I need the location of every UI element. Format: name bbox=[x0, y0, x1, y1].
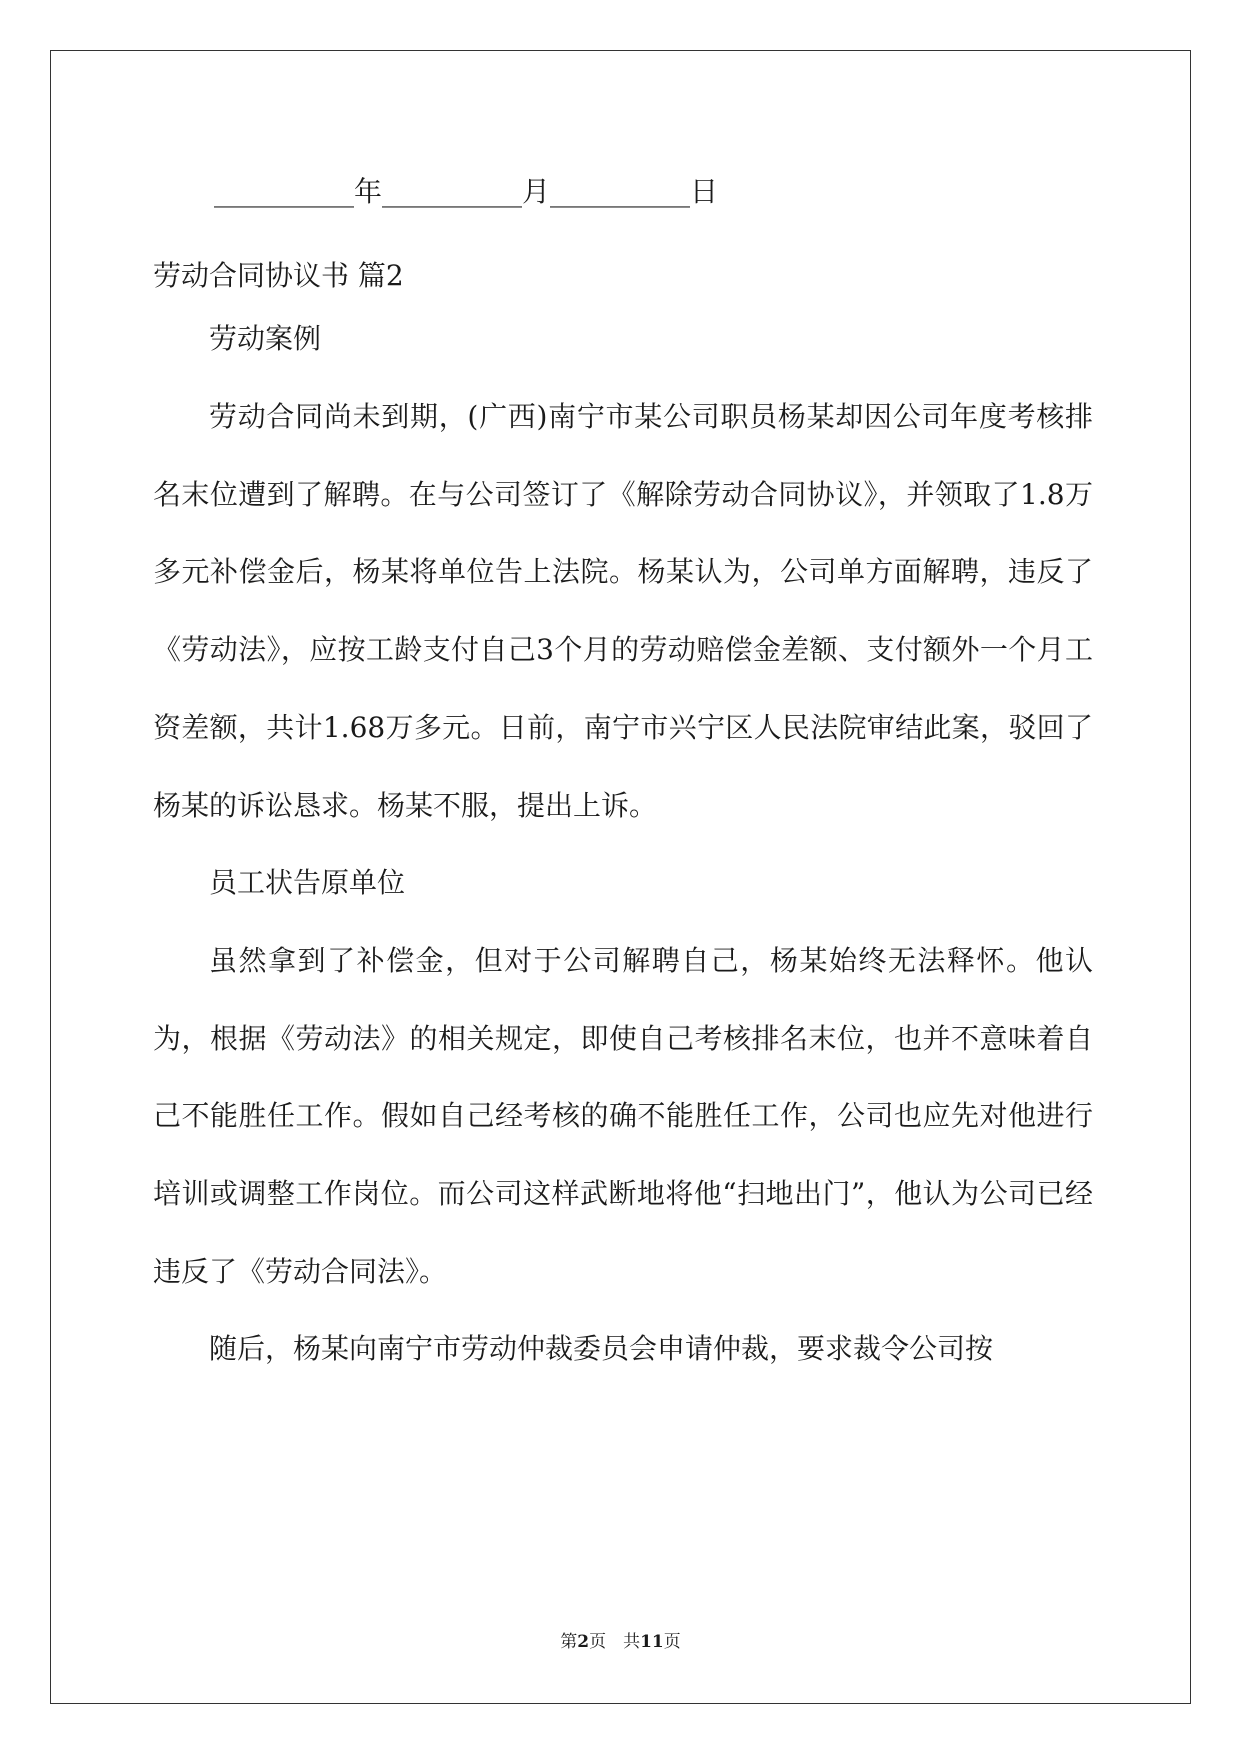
paragraph-arbitration: 随后，杨某向南宁市劳动仲裁委员会申请仲裁，要求裁令公司按 bbox=[209, 1332, 994, 1365]
paragraph-employee-argument: 虽然拿到了补偿金，但对于公司解聘自己，杨某始终无法释怀。他认为，根据《劳动法》的相关规定，即使自己考核排名末位，也并不意味着自己不能胜任工作。假如自己经考核的确不能胜任工作，公司也应先对他进行培训或调整工作岗位。而公司这样武断地将他“扫地出门”，他认为公司已经违反了《劳动合同法》。 bbox=[153, 944, 1093, 1288]
subheading-employee-sues: 员工状告原单位 bbox=[209, 866, 406, 899]
footer-total-pages: 11 bbox=[640, 1632, 664, 1652]
page-footer bbox=[0, 1631, 1241, 1653]
paragraph-case-summary: 劳动合同尚未到期，(广西)南宁市某公司职员杨某却因公司年度考核排名末位遭到了解聘。在与公司签订了《解除劳动合同协议》，并领取了1.8万多元补偿金后，杨某将单位告上法院。杨某认为，公司单方面解聘，违反了《劳动法》，应按工龄支付自己3个月的劳动赔偿金差额、支付额外一个月工资差额，共计1.68万多元。日前，南宁市兴宁区人民法院审结此案，驳回了杨某的诉讼恳求。杨某不服，提出上诉。 bbox=[153, 400, 1093, 822]
footer-suffix: 页 bbox=[663, 1632, 681, 1652]
document-heading: 劳动合同协议书 篇2 bbox=[153, 259, 404, 292]
footer-prefix: 第 bbox=[560, 1632, 578, 1652]
subheading-labor-case: 劳动案例 bbox=[209, 322, 322, 355]
footer-mid: 页 共 bbox=[589, 1632, 641, 1652]
footer-page-number: 2 bbox=[577, 1632, 590, 1652]
date-signature-line: __________年__________月__________日 bbox=[214, 175, 719, 208]
